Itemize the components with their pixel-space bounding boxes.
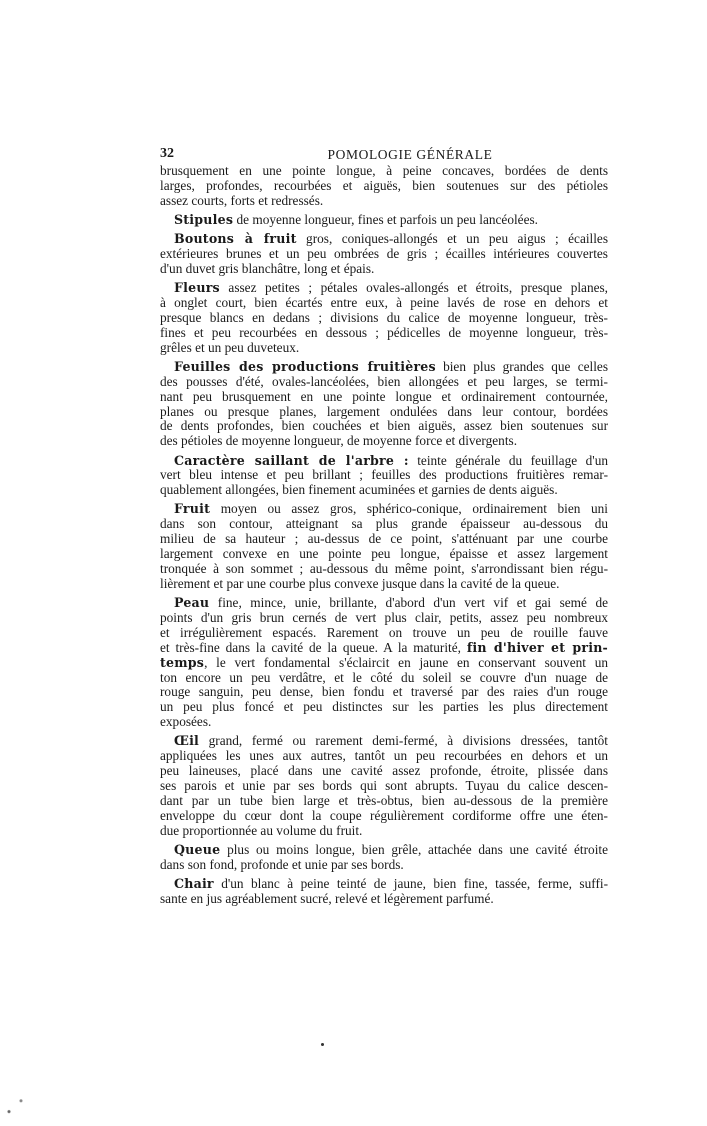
text-line <box>160 483 608 498</box>
text-run: de moyenne longueur, fines et parfois un peu lancéolées. <box>233 211 538 227</box>
text-run: bien plus grandes que celles <box>435 358 608 374</box>
text-run: milieu de sa hauteur ; au-dessus de ce point, s'atténuant par une courbe <box>160 531 608 547</box>
text-run: un peu plus foncé et peu distinctes sur les parties les plus directement <box>160 699 608 715</box>
text-run: gros, coniques-allongés et un peu aigus ; écailles <box>296 231 609 247</box>
scan-noise <box>0 1090 30 1126</box>
text-run: due proportionnée au volume du fruit. <box>160 822 363 838</box>
paragraph <box>160 360 608 449</box>
text-run: tronquée à son sommet ; au-dessous du même point, s'arrondissant bien régu- <box>160 561 608 577</box>
bold-heading: fin d'hiver et prin- <box>466 639 608 655</box>
paragraph <box>160 232 608 277</box>
text-run: ton encore un peu verdâtre, et le côté du soleil se couvre d'un nuage de <box>160 669 608 685</box>
bold-heading: Œil <box>174 733 200 749</box>
text-run: presque blancs en dedans ; divisions du calice de moyenne longueur, très- <box>160 309 608 325</box>
text-line <box>160 734 608 749</box>
running-title: POMOLOGIE GÉNÉRALE <box>327 147 493 162</box>
text-line <box>160 700 608 715</box>
text-line <box>160 311 608 326</box>
text-run: points d'un gris brun cernés de vert plus clair, petits, assez peu nombreux <box>160 610 608 626</box>
text-run: grand, fermé ou rarement demi-fermé, à divisions dressées, tantôt <box>199 733 608 749</box>
bold-heading: Chair <box>174 876 214 892</box>
text-run: fine, mince, unie, brillante, d'abord d'un vert vif et gai semé de <box>209 595 608 611</box>
paragraph <box>160 877 608 907</box>
text-line <box>160 213 608 228</box>
text-line <box>160 794 608 809</box>
text-run: larges, profondes, recourbées et aiguës, bien soutenues sur des pétioles <box>160 177 608 193</box>
bold-heading: Feuilles des productions fruitières <box>174 358 436 374</box>
text-run: planes ou presque planes, largement ondulées dans leur contour, bordées <box>160 403 608 419</box>
text-run: , le vert fondamental s'éclaircit en jaune en conservant souvent un <box>204 654 608 670</box>
text-line <box>160 715 608 730</box>
text-line <box>160 405 608 420</box>
text-line <box>160 375 608 390</box>
text-line <box>160 419 608 434</box>
body-text <box>160 164 608 911</box>
text-line <box>160 454 608 469</box>
text-line <box>160 532 608 547</box>
text-run: des pétioles de moyenne longueur, de moyenne force et divergents. <box>160 433 518 449</box>
text-run: vert bleu intense et peu brillant ; feuilles des productions fruitières remar- <box>160 467 608 483</box>
text-line <box>160 858 608 873</box>
text-run: peu laineuses, placé dans une cavité assez profonde, étroite, plissée dans <box>160 763 608 779</box>
text-line <box>160 434 608 449</box>
text-run: et très-fine dans la cavité de la queue. A la maturité, <box>160 639 467 655</box>
bold-heading: Fleurs <box>174 280 220 296</box>
text-line <box>160 877 608 892</box>
text-run: dans son contour, atteignant sa plus grande épaisseur au-dessous du <box>160 516 608 532</box>
text-line <box>160 360 608 375</box>
text-run: extérieures brunes et un peu ombrées de gris ; écailles intérieures couvertes <box>160 246 608 262</box>
text-line <box>160 502 608 517</box>
text-run: d'un blanc à peine teinté de jaune, bien fine, tassée, ferme, suffi- <box>213 876 608 892</box>
text-line <box>160 749 608 764</box>
text-line <box>160 809 608 824</box>
paragraph <box>160 843 608 873</box>
text-line <box>160 671 608 686</box>
bold-heading: temps <box>160 654 205 670</box>
text-line <box>160 296 608 311</box>
paragraph <box>160 281 608 355</box>
printer-mark <box>321 1043 324 1046</box>
page-number: 32 <box>160 146 174 161</box>
bold-heading: Boutons à fruit <box>174 231 297 247</box>
text-line <box>160 562 608 577</box>
text-line <box>160 626 608 641</box>
text-run: teinte générale du feuillage d'un <box>408 452 608 468</box>
text-line <box>160 824 608 839</box>
text-line <box>160 685 608 700</box>
text-run: fines et peu recourbées en dessous ; pédicelles de moyenne longueur, très- <box>160 324 608 340</box>
paragraph <box>160 213 608 228</box>
text-run: assez petites ; pétales ovales-allongés et étroits, presque planes, <box>219 280 608 296</box>
text-run: des pousses d'été, ovales-lancéolées, bien allongées et peu larges, se termi- <box>160 373 608 389</box>
text-run: quablement allongées, bien finement acuminées et garnies de dents aiguës. <box>160 482 558 498</box>
paragraph <box>160 502 608 591</box>
text-line <box>160 779 608 794</box>
text-run: dant par un tube bien large et très-obtus, bien au-dessous de la première <box>160 793 608 808</box>
text-run: plus ou moins longue, bien grêle, attachée dans une cavité étroite <box>220 841 608 857</box>
text-line <box>160 468 608 483</box>
paragraph <box>160 734 608 838</box>
text-run: sante en jus agréablement sucré, relevé et légèrement parfumé. <box>160 890 494 906</box>
bold-heading: Stipules <box>174 211 234 227</box>
paragraph <box>160 454 608 499</box>
text-line <box>160 547 608 562</box>
text-line <box>160 656 608 671</box>
text-line <box>160 390 608 405</box>
text-line <box>160 611 608 626</box>
text-run: rouge sanguin, peu dense, bien fondu et traversé par des raies d'un rouge <box>160 684 608 700</box>
text-run: exposées. <box>160 714 212 730</box>
text-line <box>160 517 608 532</box>
paragraph <box>160 596 608 730</box>
text-run: lièrement et par une courbe plus convexe jusque dans la cavité de la queue. <box>160 575 560 591</box>
text-line <box>160 326 608 341</box>
text-run: nant peu brusquement en une pointe longue et ordinairement contournée, <box>160 388 608 404</box>
bold-heading: Peau <box>174 595 210 611</box>
text-line <box>160 232 608 247</box>
text-run: de dents profondes, bien couchées et bien aiguës, assez bien soutenues sur <box>160 418 608 434</box>
text-line <box>160 892 608 907</box>
text-line <box>160 341 608 356</box>
text-run: brusquement en une pointe longue, à peine concaves, bordées de dents <box>160 163 608 178</box>
text-run: à onglet court, bien écartés entre eux, à peine lavés de rose en dehors et <box>160 295 608 311</box>
text-line <box>160 843 608 858</box>
bold-heading: Caractère saillant de l'arbre : <box>174 452 409 468</box>
text-line <box>160 596 608 611</box>
paragraph <box>160 164 608 209</box>
text-line <box>160 247 608 262</box>
text-run: dans son fond, profonde et unie par ses bords. <box>160 856 404 872</box>
text-run: et irrégulièrement espacés. Rarement on trouve un peu de rouille fauve <box>160 624 608 640</box>
text-run: d'un duvet gris blanchâtre, long et épais. <box>160 260 375 276</box>
text-line <box>160 194 608 209</box>
text-line <box>160 164 608 179</box>
bold-heading: Queue <box>174 841 221 857</box>
text-line <box>160 577 608 592</box>
text-line <box>160 262 608 277</box>
text-run: grêles et un peu duveteux. <box>160 339 300 355</box>
text-line <box>160 281 608 296</box>
text-line <box>160 179 608 194</box>
bold-heading: Fruit <box>174 501 211 517</box>
text-line <box>160 641 608 656</box>
text-line <box>160 764 608 779</box>
text-run: enveloppe du cœur dont la coupe régulièrement cordiforme offre une éten- <box>160 807 608 823</box>
text-run: assez courts, forts et redressés. <box>160 192 324 208</box>
text-run: ses parois et unie par ses bords qui sont abrupts. Tuyau du calice descen- <box>160 778 608 794</box>
text-run: largement convexe en une pointe peu longue, épaisse et assez largement <box>160 546 608 562</box>
text-run: moyen ou assez gros, sphérico-conique, ordinairement bien uni <box>210 501 608 517</box>
text-run: appliquées les unes aux autres, tantôt un peu recourbées en dehors et un <box>160 748 608 764</box>
